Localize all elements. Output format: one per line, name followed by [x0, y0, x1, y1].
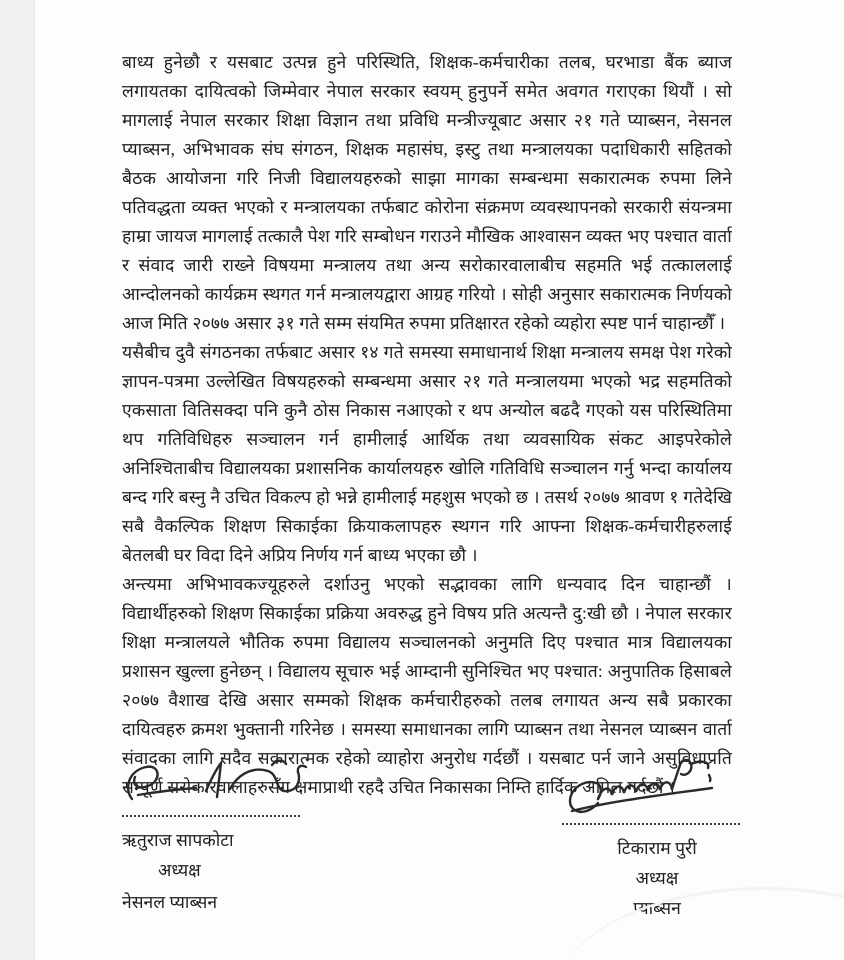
- signatory-title-right: अध्यक्ष: [635, 868, 679, 888]
- signature-right-scrawl-icon: [562, 755, 742, 833]
- signature-block-left: [122, 755, 332, 923]
- paragraph-2: यसैबीच दुवै संगठनका तर्फबाट असार १४ गते समस्या समाधानार्थ शिक्षा मन्त्रालय समक्ष पेश गरेको ज्ञापन-पत्रमा उल्लेखित विषयहरुको सम्बन्धमा असार २१ गते मन्त्रालयमा भएको भद्र सहमतिको एकसाता वितिसक्दा पनि कुनै ठोस निकास नआएको र थप अन्योल बढदै गएको यस परिस्थितिमा थप गतिविधिहरु सञ्चालन गर्न हामीलाई आर्थिक तथा व्यवसायिक संकट आइपरेकोले अनिश्चिताबीच विद्यालयका प्रशासनिक कार्यालयहरु खोलि गतिविधि सञ्चालन गर्नु भन्दा कार्यालय बन्द गरि बस्नु नै उचित विकल्प हो भन्ने हामीलाई महशुस भएको छ । तसर्थ २०७७ श्रावण १ गतेदेखि सबै वैकल्पिक शिक्षण सिकाईका क्रियाकलापहरु स्थगन गरि आफ्ना शिक्षक-कर्मचारीहरुलाई बेतलबी घर विदा दिने अप्रिय निर्णय गर्न बाध्य भएका छौ ।: [122, 342, 732, 565]
- signature-block-right: [562, 755, 752, 923]
- signature-left-scrawl-icon: [122, 755, 312, 821]
- paragraph-3: अन्त्यमा अभिभावकज्यूहरुले दर्शाउनु भएको सद्भावका लागि धन्यवाद दिन चाहान्छौं । विद्यार्थीहरुको शिक्षण सिकाईका प्रक्रिया अवरुद्ध हुने विषय प्रति अत्यन्तै दु:खी छौ । नेपाल सरकार शिक्षा मन्त्रालयले भौतिक रुपमा विद्यालय सञ्चालनको अनुमति दिए पश्चात मात्र विद्यालयका प्रशासन खुल्ला हुनेछन् । विद्यालय सूचारु भई आम्दानी सुनिश्चित भए पश्चात: अनुपातिक हिसाबले २०७७ वैशाख देखि असार सम्मको शिक्षक कर्मचारीहरुको तलब लगायत अन्य सबै प्रकारका दायित्वहरु क्रमश भुक्तानी गरिनेछ । समस्या समाधानका लागि प्याब्सन तथा नेसनल प्याब्सन वार्ता संवादका लागि सदैव सकारात्मक रहेको व्याहोरा अनुरोध गर्दछौं । यसबाट पर्न जाने असुविधाप्रति सम्पूर्ण सरोकारवालाहरुसँग क्षमाप्राथी रहदै उचित निकासका निम्ति हार्दिक अपिल गर्दछौं ।: [122, 574, 732, 797]
- signature-line-left: [122, 815, 300, 817]
- signature-row: [122, 755, 752, 923]
- letter-body: [122, 48, 732, 802]
- signatory-org-left: नेसनल प्याब्सन: [122, 892, 218, 912]
- signatory-name-right: टिकाराम पुरी: [617, 838, 697, 858]
- signatory-name-left: ऋतुराज सापकोटा: [122, 830, 234, 850]
- signature-line-right: [562, 823, 740, 825]
- left-gutter: [0, 0, 35, 960]
- signatory-org-right: प्याब्सन: [633, 898, 681, 918]
- paragraph-1: बाध्य हुनेछौ र यसबाट उत्पन्न हुने परिस्थिति, शिक्षक-कर्मचारीका तलब, घरभाडा बैंक ब्याज लगायतका दायित्वको जिम्मेवार नेपाल सरकार स्वयम् हुनुपर्ने समेत अवगत गराएका थियौं । सो मागलाई नेपाल सरकार शिक्षा विज्ञान तथा प्रविधि मन्त्रीज्यूबाट असार २१ गते प्याब्सन, नेसनल प्याब्सन, अभिभावक संघ संगठन, शिक्षक महासंघ, इस्टु तथा मन्त्रालयका पदाधिकारी सहितको बैठक आयोजना गरि निजी विद्यालयहरुको साझा मागका सम्बन्धमा सकारात्मक रुपमा लिने पतिवद्धता व्यक्त भएको र मन्त्रालयका तर्फबाट कोरोना संक्रमण व्यवस्थापनको सरकारी संयन्त्रमा हाम्रा जायज मागलाई तत्कालै पेश गरि सम्बोधन गराउने मौखिक आश्वासन व्यक्त भए पश्चात वार्ता र संवाद जारी राख्ने विषयमा मन्त्रालय तथा अन्य सरोकारवालाबीच सहमति भई तत्काललाई आन्दोलनको कार्यक्रम स्थगत गर्न मन्त्रालयद्वारा आग्रह गरियो । सोही अनुसार सकारात्मक निर्णयको आज मिति २०७७ असार ३१ गते सम्म संयमित रुपमा प्रतिक्षारत रहेको व्यहोरा स्पष्ट पार्न चाहान्छौँ ।: [122, 52, 732, 333]
- signatory-title-left: अध्यक्ष: [158, 860, 201, 880]
